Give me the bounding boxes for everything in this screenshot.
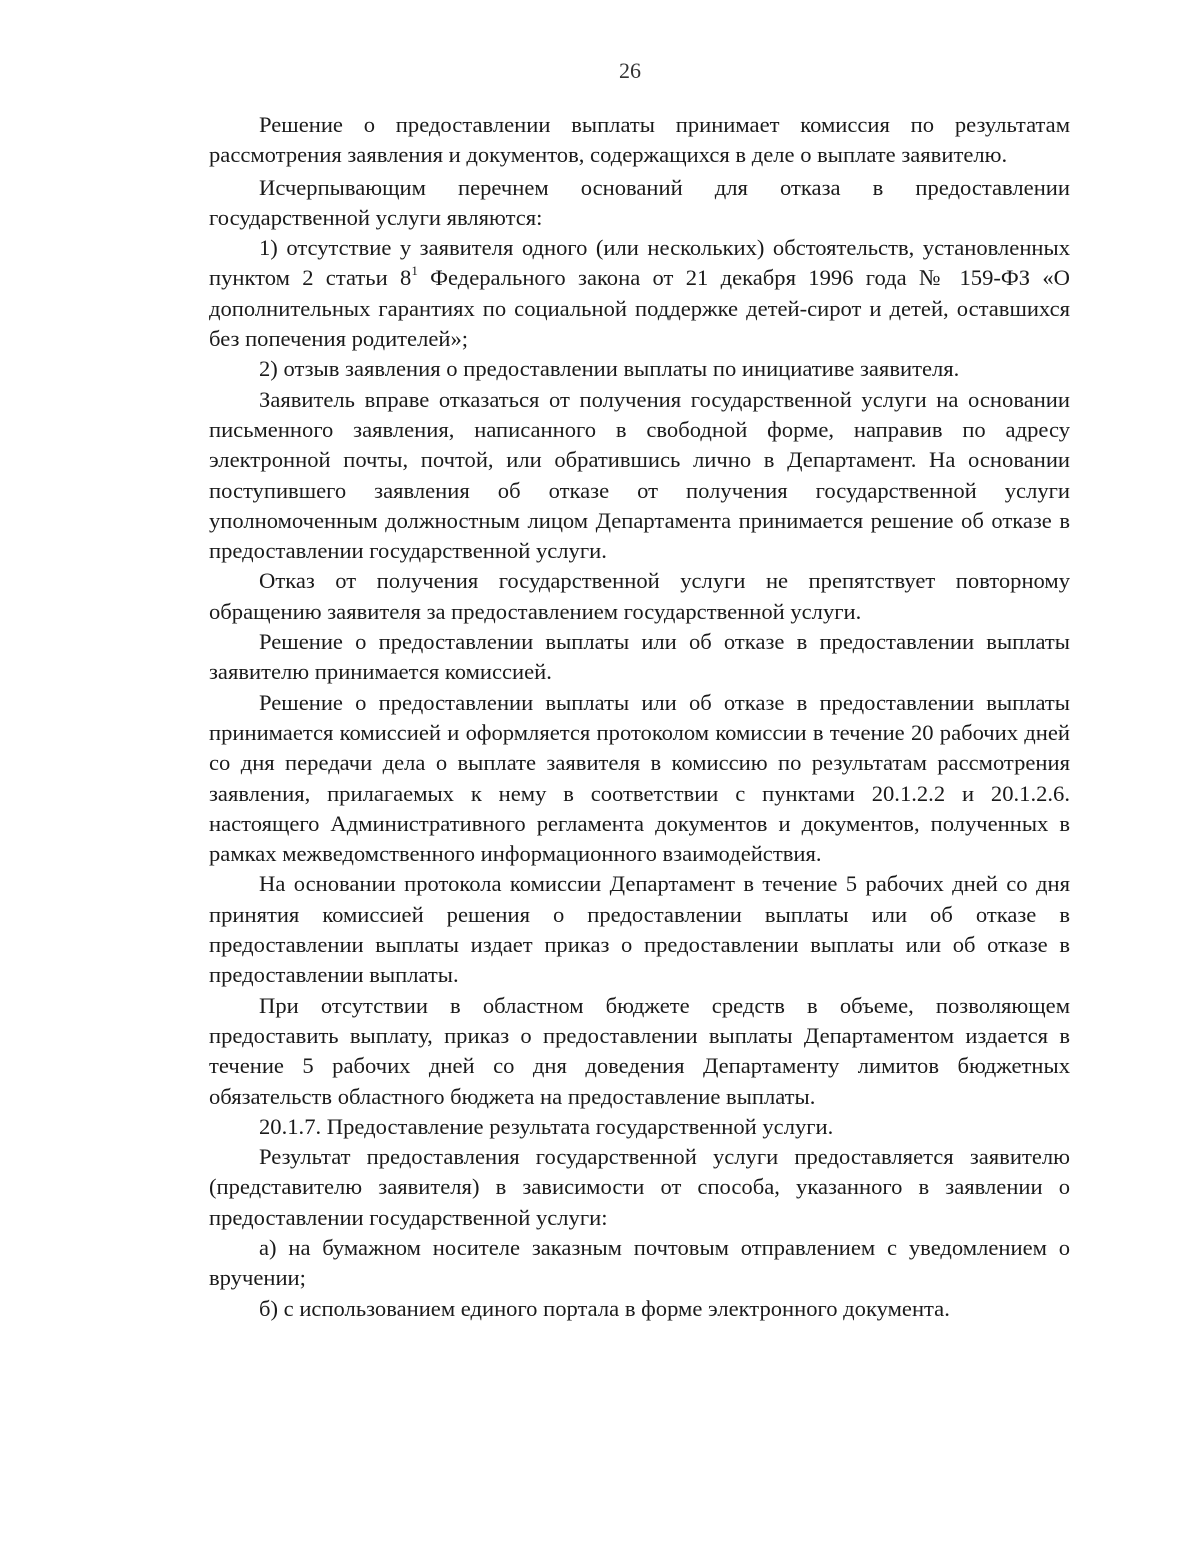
paragraph-ground-2: 2) отзыв заявления о предоставлении выплаты по инициативе заявителя. — [259, 356, 960, 382]
paragraph-commission-decision: Решение о предоставлении выплаты или об отказе в предоставлении выплаты заявителю принимается комиссией. — [209, 629, 1070, 685]
paragraph-ground-1 — [209, 233, 1070, 354]
paragraph-decision: Решение о предоставлении выплаты принимает комиссия по результатам рассмотрения заявления и документов, содержащихся в деле о выплате заявителю. — [209, 112, 1070, 168]
paragraph-order: На основании протокола комиссии Департамент в течение 5 рабочих дней со дня принятия комиссией решения о предоставлении выплаты или об отказе в предоставлении выплаты издает приказ о предоставлении выплаты или об отказе в предоставлении выплаты. — [209, 871, 1070, 988]
page-number: 26 — [619, 58, 641, 83]
paragraph-refusal-grounds: Исчерпывающим перечнем оснований для отказа в предоставлении государственной услуги являются: — [209, 174, 1070, 230]
superscript: 1 — [411, 263, 418, 279]
paragraph-option-a: а) на бумажном носителе заказным почтовым отправлением с уведомлением о вручении; — [209, 1234, 1070, 1291]
paragraph-budget: При отсутствии в областном бюджете средств в объеме, позволяющем предоставить выплату, приказ о предоставлении выплаты Департаментом издается в течение 5 рабочих дней со дня доведения Департаменту лимитов бюджетных обязательств областного бюджета на предоставление выплаты. — [209, 992, 1070, 1109]
paragraph-no-obstacle: Отказ от получения государственной услуги не препятствует повторному обращению заявителя за предоставлением государственной услуги. — [209, 568, 1070, 624]
ground-1-text: 1) отсутствие у заявителя одного (или нескольких) обстоятельств, установленных пунктом 2 статьи 8 — [209, 235, 1070, 291]
paragraph-result: Результат предоставления государственной услуги предоставляется заявителю (представителю заявителя) в зависимости от способа, указанного в заявлении о предоставлении государственной услуги: — [209, 1144, 1070, 1230]
paragraph-section-heading: 20.1.7. Предоставление результата государственной услуги. — [259, 1113, 834, 1139]
paragraph-option-b: б) с использованием единого портала в форме электронного документа. — [259, 1295, 950, 1321]
document-body — [209, 110, 1070, 1324]
paragraph-applicant-refusal: Заявитель вправе отказаться от получения государственной услуги на основании письменного заявления, написанного в свободной форме, направив по адресу электронной почты, почтой, или обратившись лично в Департамент. На основании поступившего заявления об отказе от получения государственной услуги уполномоченным должностным лицом Департамента принимается решение об отказе в предоставлении государственной услуги. — [209, 386, 1070, 564]
ground-1-tail: Федерального закона от 21 декабря 1996 года № 159-ФЗ «О дополнительных гарантиях по социальной поддержке детей-сирот и детей, оставшихся без попечения родителей»; — [209, 265, 1070, 352]
paragraph-protocol: Решение о предоставлении выплаты или об отказе в предоставлении выплаты принимается комиссией и оформляется протоколом комиссии в течение 20 рабочих дней со дня передачи дела о выплате заявителя в комиссию по результатам рассмотрения заявления, прилагаемых к нему в соответствии с пунктами 20.1.2.2 и 20.1.2.6. настоящего Административного регламента документов и документов, полученных в рамках межведомственного информационного взаимодействия. — [209, 689, 1070, 867]
